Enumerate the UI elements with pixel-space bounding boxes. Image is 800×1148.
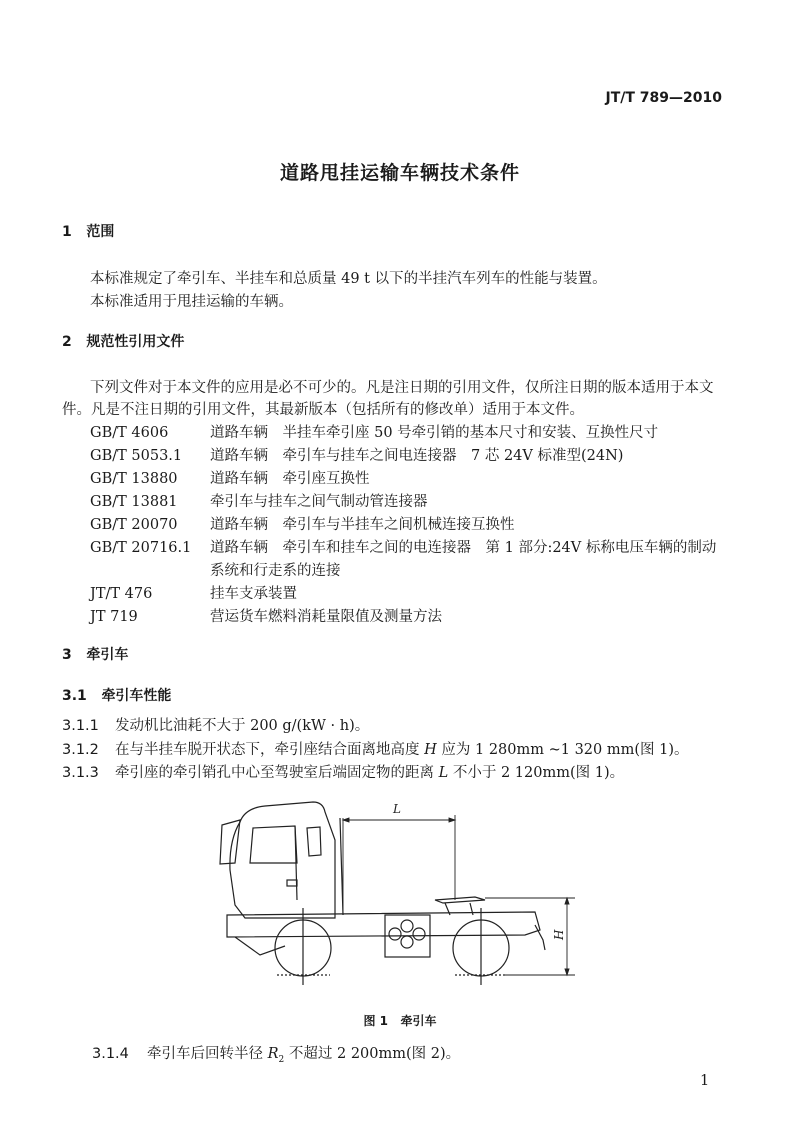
reference-code: GB/T 13880 [90, 471, 178, 487]
clause-3-1-4 [92, 1045, 460, 1069]
reference-title: 牵引车与挂车之间气制动管连接器 [210, 494, 428, 510]
variable-subscript: 2 [278, 1054, 285, 1065]
page-number: 1 [700, 1073, 710, 1089]
reference-item [90, 493, 750, 511]
dimension-lines [343, 815, 575, 975]
reference-item [90, 585, 750, 603]
section-number: 2 [62, 334, 72, 350]
reference-title: 营运货车燃料消耗量限值及测量方法 [210, 609, 442, 625]
reference-title: 道路车辆 牵引座互换性 [210, 471, 370, 487]
section-2-heading [62, 333, 184, 351]
paragraph: 下列文件对于本文件的应用是必不可少的。凡是注日期的引用文件，仅所注日期的版本适用于本文 [90, 380, 714, 396]
reference-item-continuation [90, 562, 750, 580]
clause-3-1-2 [62, 741, 689, 759]
clause-text: 不小于 2 120mm(图 1)。 [448, 765, 625, 781]
reference-item [90, 447, 750, 465]
reference-code: JT/T 476 [90, 586, 153, 602]
clause-text: 牵引座的牵引销孔中心至驾驶室后端固定物的距离 [115, 765, 439, 781]
truck-cab [220, 802, 343, 918]
clause-3-1-3 [62, 764, 624, 782]
section-3-heading [62, 646, 128, 664]
paragraph: 件。凡是不注日期的引用文件，其最新版本（包括所有的修改单）适用于本文件。 [62, 402, 584, 418]
reference-item [90, 539, 750, 557]
clause-text: 不超过 2 200mm(图 2)。 [284, 1046, 461, 1062]
reference-title: 系统和行走系的连接 [210, 563, 341, 579]
clause-text: 发动机比油耗不大于 200 g/(kW · h)。 [115, 718, 370, 734]
section-number: 1 [62, 224, 72, 240]
reference-code: JT 719 [90, 609, 138, 625]
clause-text: 应为 1 280mm ~1 320 mm(图 1)。 [436, 742, 689, 758]
variable: L [438, 765, 449, 781]
reference-code: GB/T 20716.1 [90, 540, 192, 556]
paragraph: 本标准规定了牵引车、半挂车和总质量 49 t 以下的半挂汽车列车的性能与装置。 [90, 271, 607, 287]
reference-title: 道路车辆 半挂车牵引座 50 号牵引销的基本尺寸和安装、互换性尺寸 [210, 425, 659, 441]
reference-title: 道路车辆 牵引车与半挂车之间机械连接互换性 [210, 517, 515, 533]
clause-number: 3.1.4 [92, 1046, 129, 1062]
section-number: 3.1 [62, 688, 87, 704]
section-number: 3 [62, 647, 72, 663]
figure-number: 图 1 [363, 1014, 388, 1028]
figure-caption [0, 1012, 800, 1030]
figure-title: 牵引车 [400, 1014, 437, 1028]
reference-code: GB/T 4606 [90, 425, 169, 441]
wheels [275, 908, 509, 985]
standard-number: JT/T 789—2010 [605, 90, 722, 106]
reference-item [90, 470, 750, 488]
page-title: 道路甩挂运输车辆技术条件 [279, 162, 520, 184]
section-title: 范围 [86, 224, 115, 240]
clause-number: 3.1.1 [62, 718, 99, 734]
clause-number: 3.1.2 [62, 742, 99, 758]
section-title: 规范性引用文件 [86, 334, 185, 350]
clause-number: 3.1.3 [62, 765, 99, 781]
clause-3-1-1 [62, 717, 369, 735]
dimension-label-L: L [393, 802, 401, 816]
reference-item [90, 608, 750, 626]
paragraph: 本标准适用于甩挂运输的车辆。 [90, 294, 293, 310]
clause-text: 在与半挂车脱开状态下，牵引座结合面离地高度 [115, 742, 425, 758]
reference-title: 道路车辆 牵引车与挂车之间电连接器 7 芯 24V 标准型(24N) [210, 448, 624, 464]
clause-text: 牵引车后回转半径 [147, 1046, 268, 1062]
reference-title: 挂车支承装置 [210, 586, 297, 602]
section-title: 牵引车 [86, 647, 129, 663]
reference-item [90, 424, 750, 442]
section-title: 牵引车性能 [101, 688, 172, 704]
variable: R [267, 1046, 279, 1062]
variable: H [424, 742, 437, 758]
tractor-figure [205, 800, 585, 990]
reference-code: GB/T 13881 [90, 494, 178, 510]
subsection-3-1-heading [62, 687, 171, 705]
reference-item [90, 516, 750, 534]
reference-title: 道路车辆 牵引车和挂车之间的电连接器 第 1 部分:24V 标称电压车辆的制动 [210, 540, 717, 556]
reference-code: GB/T 20070 [90, 517, 178, 533]
section-1-heading [62, 223, 114, 241]
dimension-label-H: H [552, 929, 566, 940]
reference-code: GB/T 5053.1 [90, 448, 183, 464]
